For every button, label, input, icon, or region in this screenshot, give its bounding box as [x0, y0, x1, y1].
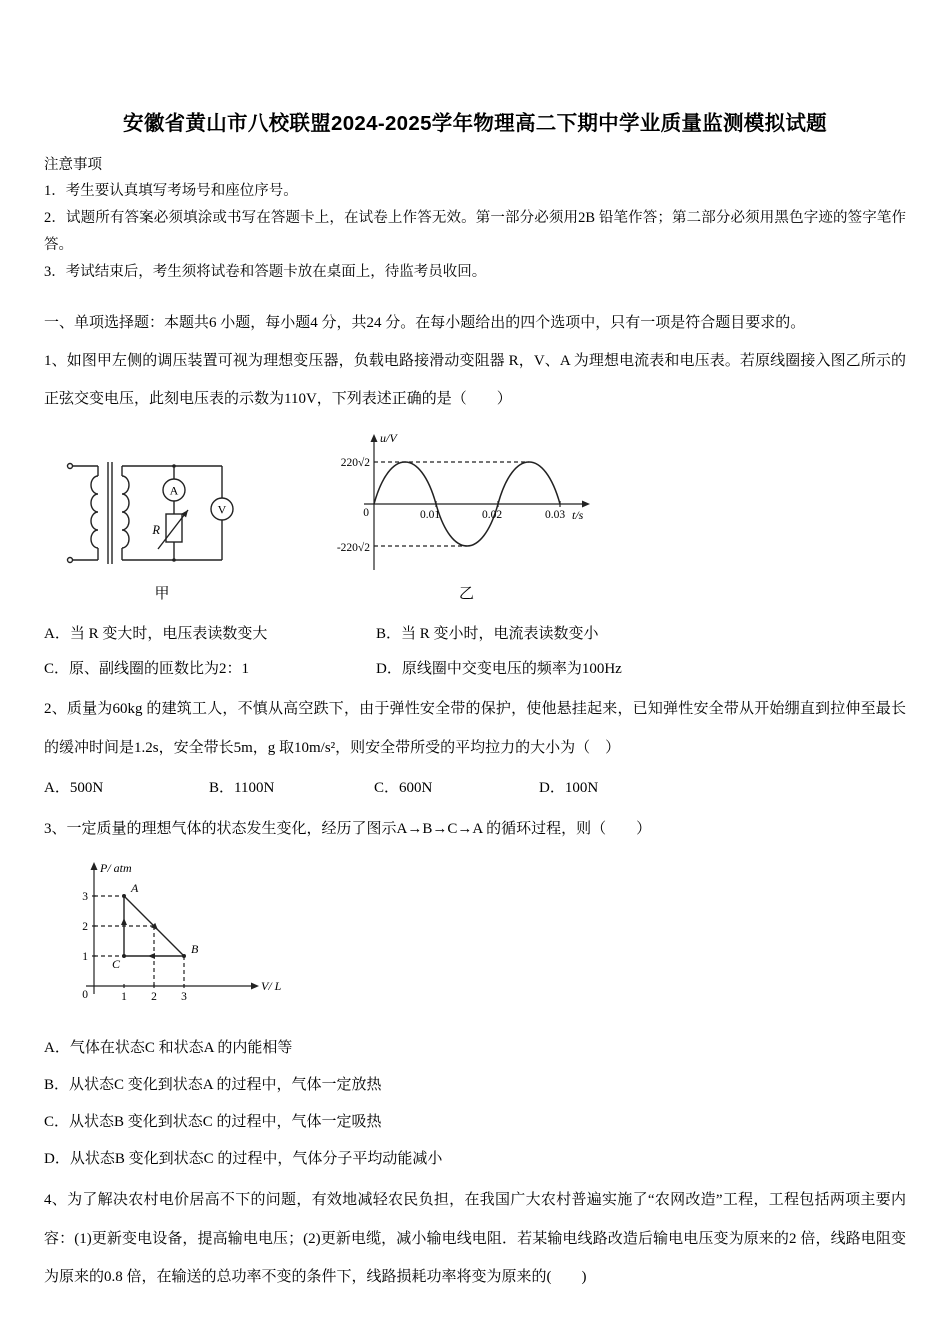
q2-option-d: D．100N: [539, 779, 599, 796]
pv-ytick-3: 3: [82, 891, 88, 904]
q3-option-d: D．从状态B 变化到状态C 的过程中，气体分子平均动能减小: [44, 1150, 443, 1167]
pv-xtick-2: 2: [151, 991, 157, 1004]
pv-diagram-svg: [56, 856, 291, 1016]
q3-option-a: A．气体在状态C 和状态A 的内能相等: [44, 1040, 293, 1057]
q2-option-a: A．500N: [44, 779, 104, 796]
graph-ymax-label: 220√2: [340, 457, 370, 470]
question-1-options: [44, 617, 906, 686]
question-3-stem: 3、一定质量的理想气体的状态发生变化，经历了图示A→B→C→A 的循环过程，则（ ）: [44, 821, 652, 838]
pv-point-a-label: A: [131, 881, 139, 896]
question-2-stem: 2、质量为60kg 的建筑工人，不慎从高空跌下，由于弹性安全带的保护，使他悬挂起来，已知弹性安全带从开始绷直到拉伸至最长的缓冲时间是1.2s，安全带长5m，g 取10m/s²，则安全带所受的平均拉力的大小为（ ）: [44, 701, 906, 756]
q3-option-c: C．从状态B 变化到状态C 的过程中，气体一定吸热: [44, 1113, 382, 1130]
primary-coil-icon: [91, 476, 98, 548]
question-1-figures: [62, 428, 906, 603]
transformer-circuit-figure: [62, 448, 262, 603]
graph-origin-label: 0: [363, 507, 369, 520]
q2-option-b: B．1100N: [209, 779, 275, 796]
graph-x-axis-label: t/s: [572, 508, 584, 523]
question-2-options: [44, 771, 906, 806]
graph-xtick-1: 0.01: [419, 509, 441, 522]
pv-point-b-label: B: [191, 942, 199, 957]
ammeter-label: A: [169, 483, 179, 498]
section-1-heading: 一、单项选择题：本题共6 小题，每小题4 分，共24 分。在每小题给出的四个选项中，只有一项是符合题目要求的。: [44, 315, 806, 332]
arrow-c-to-a-icon: [121, 918, 127, 925]
voltmeter-label: V: [217, 502, 227, 517]
pv-diagram-figure: [56, 856, 906, 1016]
notes-heading: 注意事项: [44, 157, 102, 173]
note-item-3: 3．考试结束后，考生须将试卷和答题卡放在桌面上，待监考员收回。: [44, 263, 487, 280]
secondary-coil-icon: [122, 476, 129, 548]
circuit-diagram-svg: [62, 448, 262, 578]
pv-xtick-3: 3: [181, 991, 187, 1004]
sine-graph-svg: [334, 428, 599, 578]
pv-ytick-2: 2: [82, 921, 88, 934]
q1-option-b: B．当 R 变小时，电流表读数变小: [376, 626, 599, 643]
pv-point-c-label: C: [112, 957, 121, 972]
q3-option-b: B．从状态C 变化到状态A 的过程中，气体一定放热: [44, 1077, 382, 1094]
pv-x-axis-label: V/ L: [261, 979, 282, 994]
graph-ymin-label: -220√2: [336, 542, 370, 555]
terminal-bottom-icon: [68, 558, 73, 563]
notes-section: [44, 152, 906, 285]
pv-ytick-1: 1: [82, 951, 88, 964]
figure-caption-jia: 甲: [154, 586, 170, 603]
question-1-stem: 1、如图甲左侧的调压装置可视为理想变压器，负载电路接滑动变阻器 R，V、A 为理想电流表和电压表。若原线圈接入图乙所示的正弦交变电压，此刻电压表的示数为110V，下列表述正确的是（ ）: [44, 352, 906, 408]
q1-option-d: D．原线圈中交变电压的频率为100Hz: [376, 660, 622, 677]
q1-option-a: A．当 R 变大时，电压表读数变大: [44, 626, 268, 643]
page-title: 安徽省黄山市八校联盟2024-2025学年物理高二下期中学业质量监测模拟试题: [123, 112, 827, 135]
graph-xtick-2: 0.02: [481, 509, 503, 522]
pv-xtick-1: 1: [121, 991, 127, 1004]
q1-option-c: C．原、副线圈的匝数比为2：1: [44, 660, 250, 677]
pv-origin-label: 0: [82, 989, 88, 1002]
figure-caption-yi: 乙: [458, 586, 474, 603]
rheostat-slider-arrow-icon: [158, 510, 188, 549]
terminal-top-icon: [68, 464, 73, 469]
question-3-options: [44, 1030, 906, 1177]
note-item-2: 2．试题所有答案必须填涂或书写在答题卡上，在试卷上作答无效。第一部分必须用2B 铅笔作答；第二部分必须用黑色字迹的签字笔作答。: [44, 209, 906, 253]
graph-xtick-3: 0.03: [544, 509, 566, 522]
question-4-stem: 4、为了解决农村电价居高不下的问题，有效地减轻农民负担，在我国广大农村普遍实施了“农网改造”工程，工程包括两项主要内容：(1)更新变电设备，提高输电电压；(2)更新电缆，减小输电线电阻．若某输电线路改造后输电电压变为原来的2 倍，线路电阻变为原来的0.8 倍，在输送的总功率不变的条件下，线路损耗功率将变为原来的( ): [44, 1192, 906, 1285]
q2-option-c: C．600N: [374, 779, 433, 796]
pv-dashed-lines: [94, 896, 184, 986]
transformer-core-icon: [108, 462, 112, 564]
arrow-b-to-c-icon: [148, 953, 155, 959]
graph-y-axis-label: u/V: [380, 431, 397, 446]
note-item-1: 1．考生要认真填写考场号和座位序号。: [44, 183, 298, 200]
resistor-label: R: [152, 523, 160, 538]
pv-y-axis-label: P/ atm: [100, 861, 132, 876]
voltage-waveform-figure: [334, 428, 599, 603]
